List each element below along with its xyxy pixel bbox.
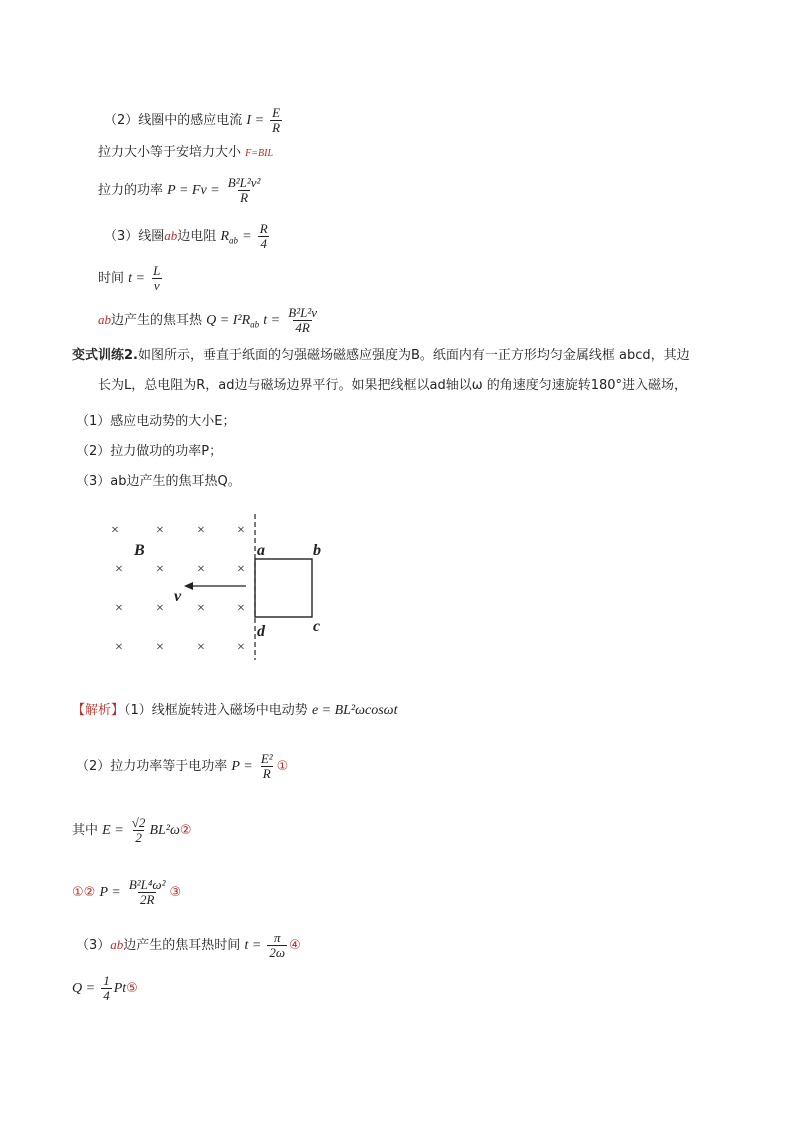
magnetic-field-diagram — [100, 508, 340, 668]
fraction-denominator: 4R — [295, 320, 310, 335]
force-line — [98, 143, 273, 164]
fraction-numerator: E — [272, 105, 281, 120]
power-fraction — [259, 752, 275, 781]
heat-text: 边产生的焦耳热 — [111, 313, 203, 328]
problem-label: 变式训练2. — [72, 348, 138, 363]
problem-line-1 — [72, 346, 690, 366]
power-result-lhs: P = — [99, 885, 121, 900]
resistance-line — [104, 222, 272, 251]
cross-mark: × — [197, 601, 205, 616]
problem-line-2 — [98, 376, 687, 396]
current-label: （2）线圈中的感应电流 — [104, 113, 243, 128]
field-label-b: B — [134, 542, 145, 559]
heat-line — [98, 306, 321, 335]
time-text: 时间 — [98, 271, 125, 286]
solution-text-2: （2）拉力功率等于电功率 — [76, 759, 228, 774]
fraction-numerator: √2 — [131, 815, 146, 830]
fraction-numerator: π — [274, 930, 281, 945]
power-equation: P = Fv = — [167, 183, 220, 198]
corner-d: d — [257, 623, 265, 640]
time-fraction — [267, 931, 287, 960]
fraction-denominator: R — [240, 190, 249, 205]
time-fraction — [151, 264, 162, 293]
velocity-label: v — [174, 588, 182, 605]
power-text: 拉力的功率 — [98, 183, 164, 198]
heat-sub: ab — [250, 319, 260, 330]
emf-equation: e = BL²ωcosωt — [311, 703, 398, 718]
equation-mark: ① — [276, 759, 289, 774]
corner-a: a — [257, 542, 265, 559]
time-lhs: t = — [128, 271, 145, 286]
equation-mark: ② — [179, 823, 192, 838]
heat-rest: Pt — [113, 981, 127, 996]
cross-mark: × — [156, 601, 164, 616]
fraction-denominator: R — [272, 120, 281, 135]
emf-rest: BL²ω — [149, 823, 180, 838]
solution-line-1 — [72, 701, 397, 721]
square-frame — [255, 559, 312, 617]
cross-mark: × — [156, 640, 164, 655]
cross-mark: × — [237, 640, 245, 655]
time-lhs: t = — [244, 938, 262, 953]
heat-equation: Q = I²R — [206, 313, 251, 328]
cross-mark: × — [197, 640, 205, 655]
cross-mark: × — [115, 640, 123, 655]
cross-mark: × — [237, 523, 245, 538]
question-3: （3）ab边产生的焦耳热Q。 — [76, 474, 241, 489]
current-fraction — [270, 106, 282, 135]
fraction-numerator: B²L²v — [288, 305, 317, 320]
emf-fraction — [130, 816, 148, 845]
cross-mark: × — [156, 523, 164, 538]
heat-lhs: Q = — [72, 981, 96, 996]
resistance-lhs: R — [220, 229, 229, 244]
cross-mark: × — [115, 601, 123, 616]
resistance-pre: （3）线圈 — [104, 229, 165, 244]
cross-mark: × — [111, 523, 119, 538]
fraction-numerator: B²L²v² — [227, 175, 261, 190]
heat-t: t = — [263, 313, 281, 328]
cross-mark: × — [156, 562, 164, 577]
cross-mark: × — [237, 601, 245, 616]
power-line — [98, 176, 264, 205]
solution-text-3: 其中 — [72, 823, 99, 838]
corner-b: b — [313, 542, 321, 559]
heat-fraction — [101, 974, 112, 1003]
solution-line-6 — [72, 974, 138, 1003]
equals-sign: = — [242, 229, 252, 244]
cross-mark: × — [197, 523, 205, 538]
solution-tag: 【解析】 — [72, 703, 125, 718]
fraction-denominator: R — [262, 766, 271, 781]
power-fraction — [226, 176, 263, 205]
fraction-numerator: B²L⁴ω² — [128, 877, 166, 892]
solution-line-3 — [72, 816, 192, 845]
force-text: 拉力大小等于安培力大小 — [98, 145, 242, 160]
fraction-denominator: 2ω — [269, 945, 286, 960]
heat-ab: ab — [98, 312, 111, 327]
force-equation: F=BIL — [245, 148, 274, 159]
power-lhs: P = — [231, 759, 253, 774]
corner-c: c — [313, 618, 321, 635]
cross-mark: × — [237, 562, 245, 577]
time-line — [98, 264, 164, 293]
equation-mark: ⑤ — [126, 981, 138, 996]
solution-line-2 — [76, 752, 288, 781]
fraction-denominator: 4 — [260, 236, 267, 251]
power-result-fraction — [127, 878, 168, 907]
solution-ab: ab — [110, 937, 124, 952]
fraction-numerator: 1 — [103, 973, 110, 988]
fraction-denominator: v — [153, 278, 160, 293]
problem-text-2: 长为L，总电阻为R，ad边与磁场边界平行。如果把线框以ad轴以ω 的角速度匀速旋转180°进入磁场， — [98, 378, 688, 393]
cross-mark: × — [115, 562, 123, 577]
resistance-text: 边电阻 — [177, 229, 217, 244]
cross-mark: × — [197, 562, 205, 577]
arrow-head — [184, 582, 193, 590]
resistance-ab: ab — [164, 228, 178, 243]
fraction-denominator: 4 — [103, 988, 110, 1003]
question-1: （1）感应电动势的大小E； — [76, 414, 236, 429]
solution-pre-5: （3） — [76, 938, 111, 953]
fraction-numerator: R — [259, 221, 268, 236]
fraction-denominator: 2R — [139, 892, 155, 907]
equation-mark: ③ — [169, 885, 182, 900]
solution-text-1: （1）线框旋转进入磁场中电动势 — [124, 703, 308, 718]
fraction-denominator: 2 — [135, 830, 142, 845]
solution-text-5: 边产生的焦耳热时间 — [123, 938, 241, 953]
combine-marks: ①② — [72, 885, 96, 900]
solution-line-4 — [72, 878, 181, 907]
equation-mark: ④ — [289, 938, 301, 953]
heat-fraction — [286, 306, 319, 335]
emf-lhs: E = — [102, 823, 124, 838]
fraction-numerator: E² — [260, 751, 273, 766]
solution-line-5 — [76, 931, 301, 960]
current-line — [104, 106, 284, 135]
fraction-numerator: L — [153, 263, 161, 278]
resistance-sub: ab — [229, 235, 238, 246]
current-lhs: I = — [246, 113, 265, 128]
resistance-fraction — [258, 222, 270, 251]
problem-text-1: 如图所示，垂直于纸面的匀强磁场磁感应强度为B。纸面内有一正方形均匀金属线框 abcd，其边 — [137, 348, 690, 363]
question-2: （2）拉力做功的功率P； — [76, 444, 223, 459]
